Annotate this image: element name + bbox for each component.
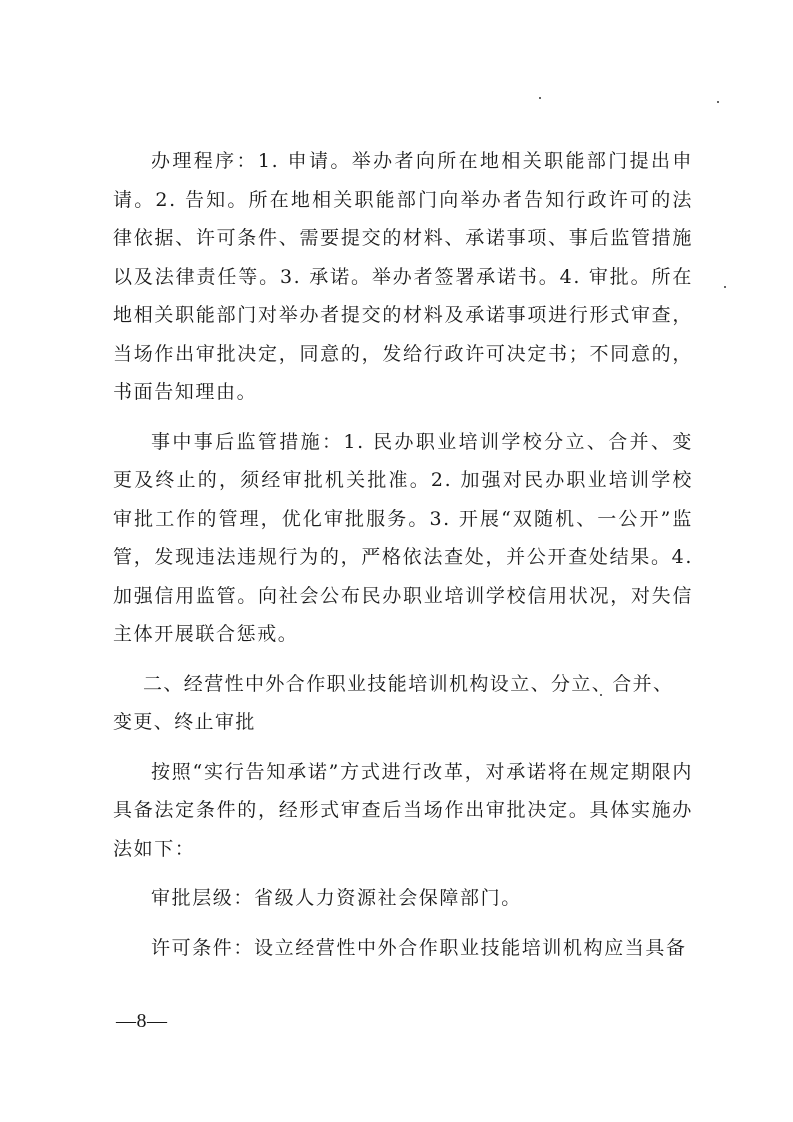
scan-speck	[717, 101, 719, 103]
paragraph-procedure: 办理程序：1. 申请。举办者向所在地相关职能部门提出申请。2. 告知。所在地相关职能部门向举办者告知行政许可的法律依据、许可条件、需要提交的材料、承诺事项、事后监管措施以及法律责任等。3. 承诺。举办者签署承诺书。4. 审批。所在地相关职能部门对举办者提交的材料及承诺事项进行形式审查，当场作出审批决定，同意的，发给行政许可决定书；不同意的，书面告知理由。	[113, 150, 693, 403]
section-heading: 二、经营性中外合作职业技能培训机构设立、分立、合并、变更、终止审批	[113, 672, 674, 733]
paragraph-supervision: 事中事后监管措施：1. 民办职业培训学校分立、合并、变更及终止的，须经审批机关批准。2. 加强对民办职业培训学校审批工作的管理，优化审批服务。3. 开展“双随机、一公开”监管，发现违法违规行为的，严格依法查处，并公开查处结果。4. 加强信用监管。向社会公布民办职业培训学校信用状况，对失信主体开展联合惩戒。	[113, 430, 693, 645]
paragraph-license-conditions: 许可条件：设立经营性中外合作职业技能培训机构应当具备	[151, 936, 687, 959]
scan-speck	[724, 286, 726, 288]
scan-speck	[539, 97, 541, 99]
paragraph-approval-level: 审批层级：省级人力资源社会保障部门。	[151, 887, 522, 909]
document-body	[113, 142, 693, 967]
scan-speck	[600, 694, 602, 696]
page-number: —8—	[116, 1010, 168, 1032]
paragraph-reform: 按照“实行告知承诺”方式进行改革，对承诺将在规定期限内具备法定条件的，经形式审查后当场作出审批决定。具体实施办法如下：	[113, 760, 693, 860]
